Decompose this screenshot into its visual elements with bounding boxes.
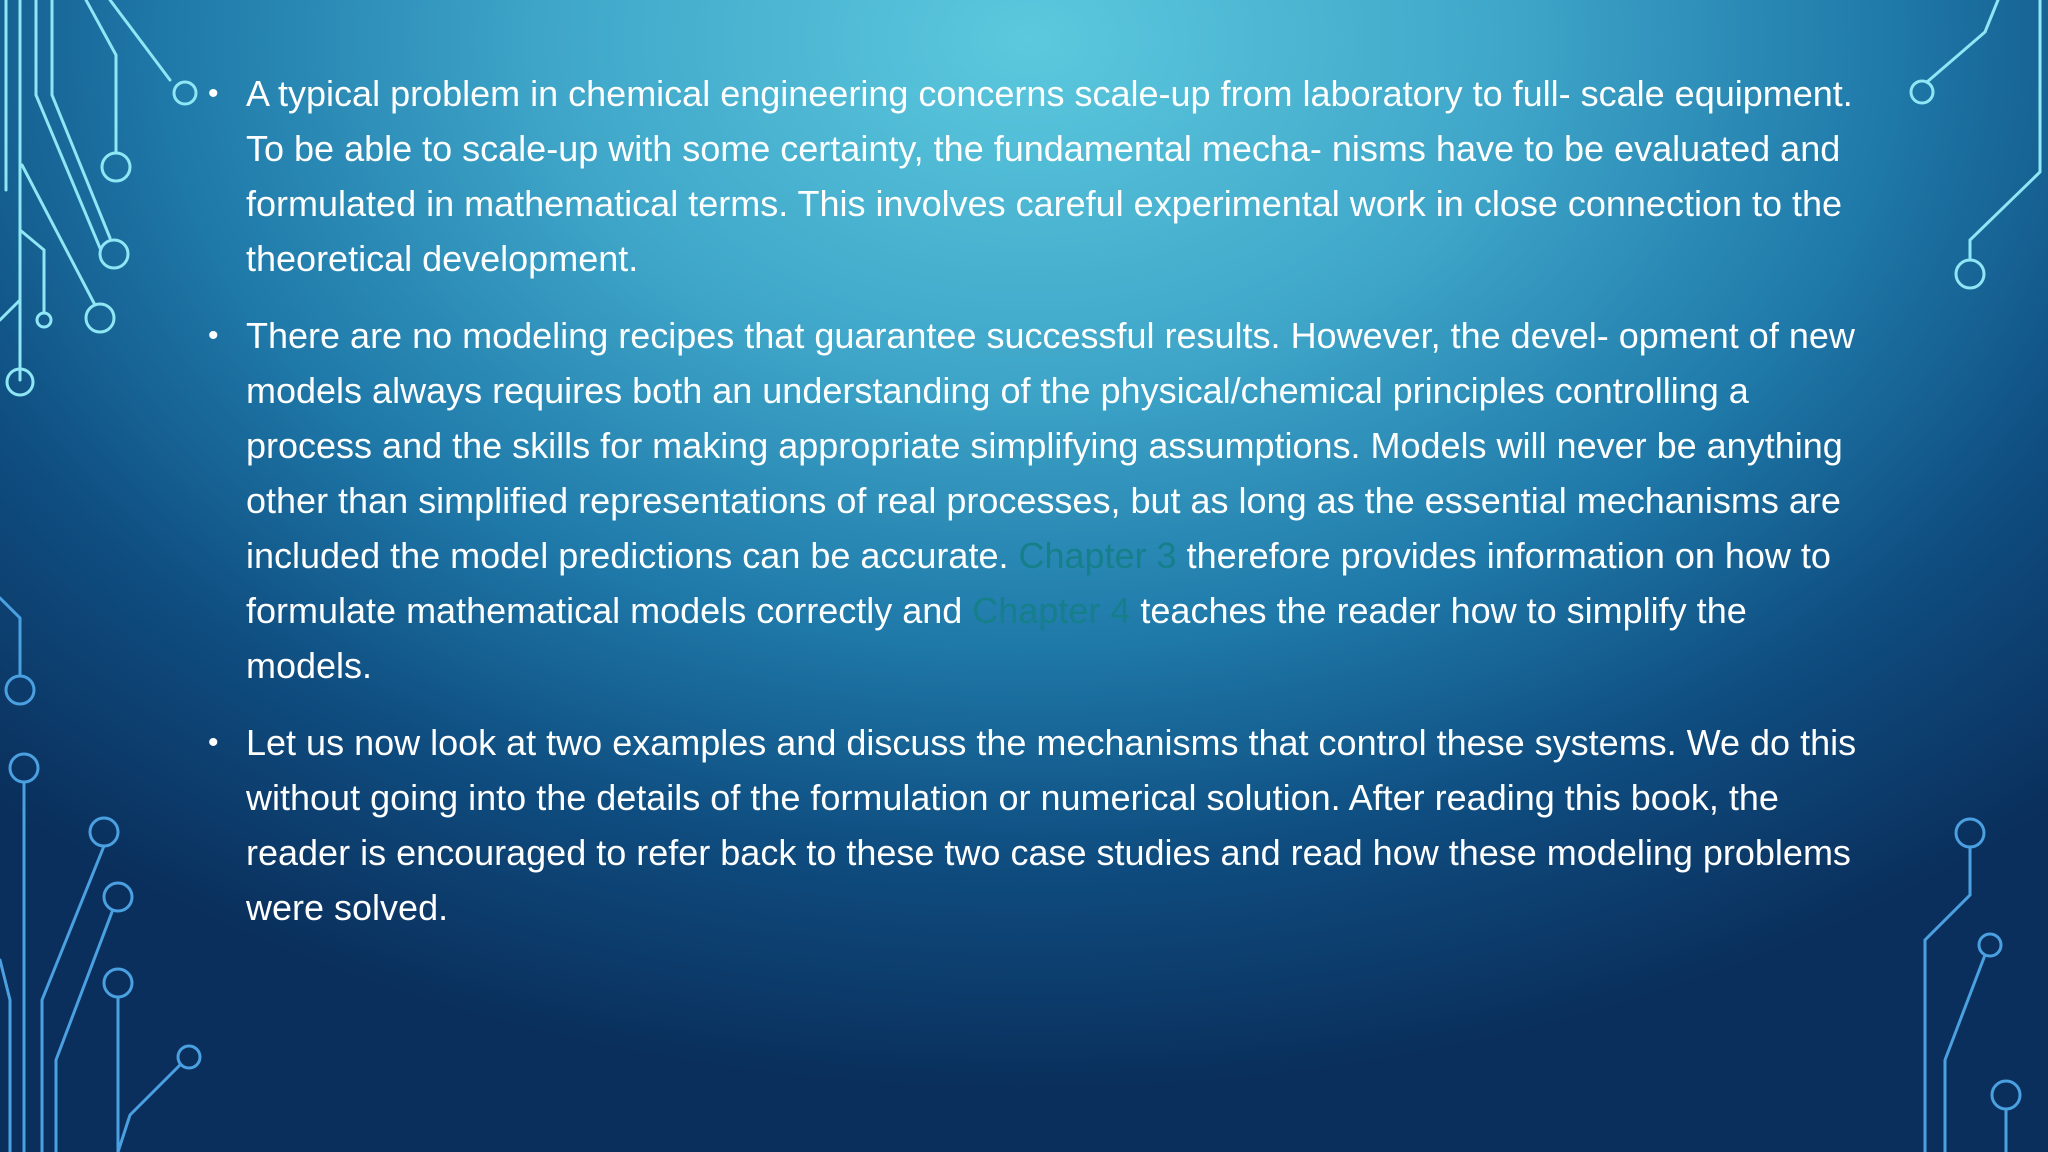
- bullet-list: [206, 66, 1866, 957]
- chapter-3-link[interactable]: Chapter 3: [1018, 535, 1177, 576]
- chapter-4-link[interactable]: Chapter 4: [972, 590, 1131, 631]
- circuit-bottom-left: [0, 598, 200, 1152]
- bullet-text-part2: therefore provides information on how to formulate mathematical models correctly and: [246, 535, 1831, 631]
- bullet-text: Let us now look at two examples and discuss the mechanisms that control these systems. We do this without going into the details of the formulation or numerical solution. After reading this book, the reader is encouraged to refer back to these two case studies and read how these modeling problems were solved.: [246, 722, 1857, 928]
- bullet-text: A typical problem in chemical engineering concerns scale-up from laboratory to full- scale equipment. To be able to scale-up with some certainty, the fundamental mecha- nisms have to be evaluated and formulated in mathematical terms. This involves careful experimental work in close connection to the theoretical development.: [246, 73, 1853, 279]
- circuit-top-left: [0, 0, 196, 395]
- bullet-dot-icon: •: [208, 319, 219, 352]
- bullet-item-modeling-recipes: [206, 308, 1866, 693]
- bullet-text-part1: There are no modeling recipes that guarantee successful results. However, the devel- opment of new models always requires both an understanding of the physical/chemical principles controlling a process and the skills for making appropriate simplifying assumptions. Models will never be anything other than simplified representations of real processes, but as long as the essential mechanisms are included the model predictions can be accurate.: [246, 315, 1855, 576]
- bullet-item-examples: [206, 715, 1866, 935]
- bullet-item-scale-up: [206, 66, 1866, 286]
- bullet-dot-icon: •: [208, 77, 219, 110]
- bullet-text-part3: teaches the reader how to simplify the models.: [246, 590, 1747, 686]
- circuit-bottom-right: [1925, 819, 2020, 1152]
- bullet-dot-icon: •: [208, 726, 219, 759]
- circuit-top-right: [1911, 0, 2040, 288]
